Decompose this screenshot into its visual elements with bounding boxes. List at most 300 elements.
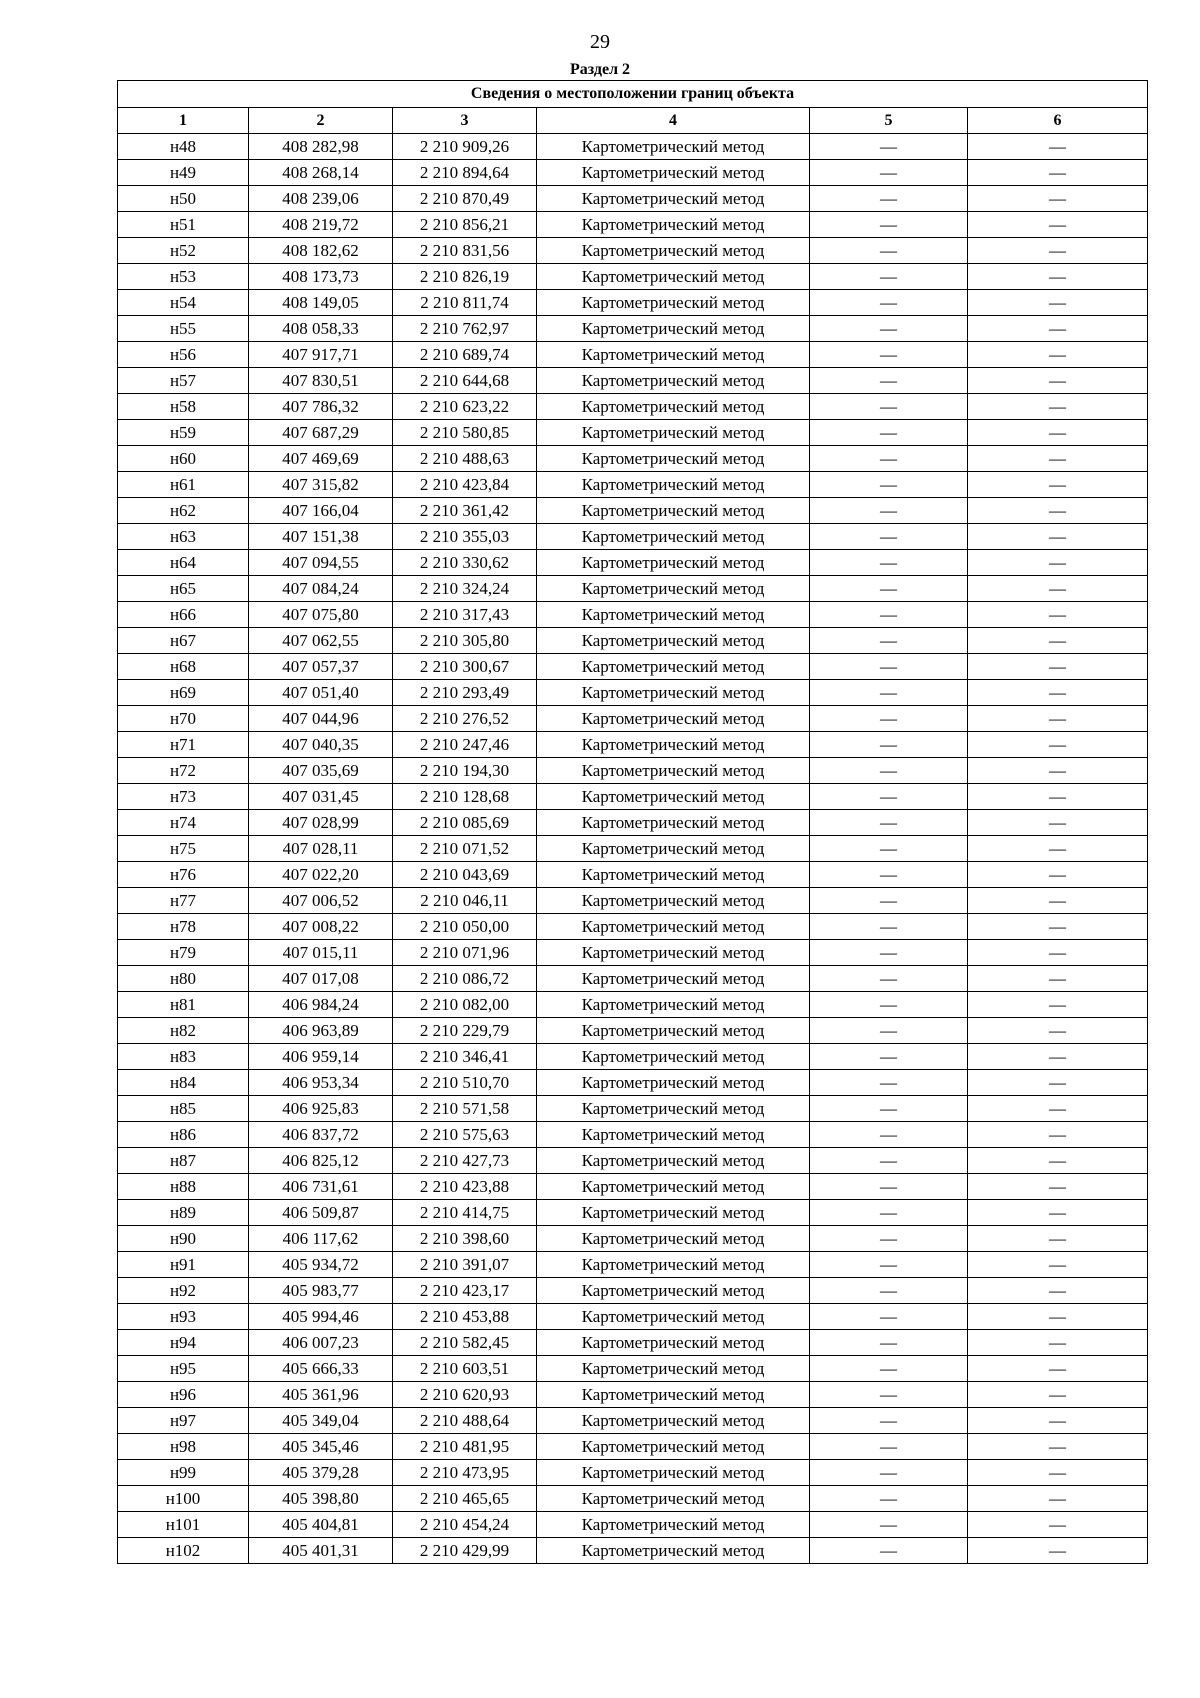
accuracy-cell: — [810, 784, 968, 810]
point-name-cell: н79 [118, 940, 249, 966]
description-cell: — [968, 1226, 1148, 1252]
accuracy-cell: — [810, 160, 968, 186]
description-cell: — [968, 420, 1148, 446]
column-number: 4 [537, 108, 810, 134]
point-name-cell: н64 [118, 550, 249, 576]
description-cell: — [968, 1512, 1148, 1538]
accuracy-cell: — [810, 134, 968, 160]
accuracy-cell: — [810, 498, 968, 524]
coordinate-x-cell: 407 044,96 [249, 706, 393, 732]
table-row [118, 1356, 1148, 1382]
accuracy-cell: — [810, 1434, 968, 1460]
coordinate-x-cell: 407 022,20 [249, 862, 393, 888]
method-cell: Картометрический метод [537, 732, 810, 758]
point-name-cell: н90 [118, 1226, 249, 1252]
description-cell: — [968, 1148, 1148, 1174]
coordinate-y-cell: 2 210 082,00 [393, 992, 537, 1018]
accuracy-cell: — [810, 1096, 968, 1122]
accuracy-cell: — [810, 342, 968, 368]
description-cell: — [968, 316, 1148, 342]
coordinate-y-cell: 2 210 414,75 [393, 1200, 537, 1226]
coordinate-y-cell: 2 210 473,95 [393, 1460, 537, 1486]
coordinate-y-cell: 2 210 689,74 [393, 342, 537, 368]
description-cell: — [968, 238, 1148, 264]
coordinate-x-cell: 406 509,87 [249, 1200, 393, 1226]
coordinate-x-cell: 407 075,80 [249, 602, 393, 628]
table-row [118, 394, 1148, 420]
accuracy-cell: — [810, 212, 968, 238]
method-cell: Картометрический метод [537, 1356, 810, 1382]
accuracy-cell: — [810, 1382, 968, 1408]
description-cell: — [968, 966, 1148, 992]
coordinate-x-cell: 407 017,08 [249, 966, 393, 992]
method-cell: Картометрический метод [537, 862, 810, 888]
coordinate-x-cell: 407 084,24 [249, 576, 393, 602]
table-row [118, 784, 1148, 810]
coordinate-y-cell: 2 210 423,17 [393, 1278, 537, 1304]
point-name-cell: н101 [118, 1512, 249, 1538]
coordinate-y-cell: 2 210 247,46 [393, 732, 537, 758]
method-cell: Картометрический метод [537, 758, 810, 784]
description-cell: — [968, 940, 1148, 966]
table-row [118, 810, 1148, 836]
method-cell: Картометрический метод [537, 654, 810, 680]
point-name-cell: н62 [118, 498, 249, 524]
table-row [118, 1278, 1148, 1304]
coordinate-y-cell: 2 210 423,88 [393, 1174, 537, 1200]
accuracy-cell: — [810, 1018, 968, 1044]
description-cell: — [968, 1200, 1148, 1226]
method-cell: Картометрический метод [537, 238, 810, 264]
point-name-cell: н65 [118, 576, 249, 602]
accuracy-cell: — [810, 810, 968, 836]
method-cell: Картометрический метод [537, 1148, 810, 1174]
description-cell: — [968, 1434, 1148, 1460]
accuracy-cell: — [810, 368, 968, 394]
coordinate-y-cell: 2 210 582,45 [393, 1330, 537, 1356]
coordinate-x-cell: 405 404,81 [249, 1512, 393, 1538]
table-row [118, 1174, 1148, 1200]
description-cell: — [968, 836, 1148, 862]
accuracy-cell: — [810, 446, 968, 472]
point-name-cell: н102 [118, 1538, 249, 1564]
method-cell: Картометрический метод [537, 498, 810, 524]
point-name-cell: н70 [118, 706, 249, 732]
point-name-cell: н98 [118, 1434, 249, 1460]
accuracy-cell: — [810, 758, 968, 784]
coordinate-x-cell: 406 007,23 [249, 1330, 393, 1356]
coordinate-x-cell: 406 837,72 [249, 1122, 393, 1148]
table-row [118, 966, 1148, 992]
accuracy-cell: — [810, 706, 968, 732]
table-row [118, 1148, 1148, 1174]
point-name-cell: н66 [118, 602, 249, 628]
accuracy-cell: — [810, 1174, 968, 1200]
coordinate-y-cell: 2 210 398,60 [393, 1226, 537, 1252]
method-cell: Картометрический метод [537, 316, 810, 342]
description-cell: — [968, 1486, 1148, 1512]
coordinate-x-cell: 407 151,38 [249, 524, 393, 550]
method-cell: Картометрический метод [537, 1278, 810, 1304]
coordinate-y-cell: 2 210 454,24 [393, 1512, 537, 1538]
method-cell: Картометрический метод [537, 1200, 810, 1226]
point-name-cell: н49 [118, 160, 249, 186]
description-cell: — [968, 1460, 1148, 1486]
coordinate-y-cell: 2 210 293,49 [393, 680, 537, 706]
table-row [118, 1070, 1148, 1096]
coordinate-x-cell: 405 398,80 [249, 1486, 393, 1512]
coordinate-x-cell: 405 401,31 [249, 1538, 393, 1564]
point-name-cell: н75 [118, 836, 249, 862]
description-cell: — [968, 1356, 1148, 1382]
point-name-cell: н99 [118, 1460, 249, 1486]
table-row [118, 420, 1148, 446]
coordinate-y-cell: 2 210 575,63 [393, 1122, 537, 1148]
description-cell: — [968, 862, 1148, 888]
coordinate-x-cell: 405 379,28 [249, 1460, 393, 1486]
table-row [118, 446, 1148, 472]
table-row [118, 836, 1148, 862]
point-name-cell: н94 [118, 1330, 249, 1356]
method-cell: Картометрический метод [537, 1226, 810, 1252]
coordinate-y-cell: 2 210 128,68 [393, 784, 537, 810]
coordinate-y-cell: 2 210 429,99 [393, 1538, 537, 1564]
coordinate-x-cell: 407 008,22 [249, 914, 393, 940]
description-cell: — [968, 888, 1148, 914]
description-cell: — [968, 784, 1148, 810]
coordinate-x-cell: 407 830,51 [249, 368, 393, 394]
table-row [118, 628, 1148, 654]
table-row [118, 316, 1148, 342]
description-cell: — [968, 1408, 1148, 1434]
accuracy-cell: — [810, 1148, 968, 1174]
point-name-cell: н82 [118, 1018, 249, 1044]
method-cell: Картометрический метод [537, 1122, 810, 1148]
table-row [118, 1330, 1148, 1356]
column-number: 6 [968, 108, 1148, 134]
point-name-cell: н71 [118, 732, 249, 758]
point-name-cell: н60 [118, 446, 249, 472]
table-row [118, 472, 1148, 498]
accuracy-cell: — [810, 602, 968, 628]
table-row [118, 498, 1148, 524]
coordinate-y-cell: 2 210 046,11 [393, 888, 537, 914]
coordinate-x-cell: 407 051,40 [249, 680, 393, 706]
method-cell: Картометрический метод [537, 472, 810, 498]
coordinate-x-cell: 408 149,05 [249, 290, 393, 316]
table-row [118, 524, 1148, 550]
method-cell: Картометрический метод [537, 1252, 810, 1278]
coordinate-y-cell: 2 210 894,64 [393, 160, 537, 186]
coordinate-y-cell: 2 210 623,22 [393, 394, 537, 420]
coordinate-y-cell: 2 210 050,00 [393, 914, 537, 940]
coordinate-y-cell: 2 210 229,79 [393, 1018, 537, 1044]
coordinate-x-cell: 407 094,55 [249, 550, 393, 576]
description-cell: — [968, 1122, 1148, 1148]
point-name-cell: н52 [118, 238, 249, 264]
point-name-cell: н63 [118, 524, 249, 550]
point-name-cell: н67 [118, 628, 249, 654]
page-number: 29 [590, 31, 610, 53]
method-cell: Картометрический метод [537, 784, 810, 810]
coordinate-x-cell: 407 015,11 [249, 940, 393, 966]
method-cell: Картометрический метод [537, 810, 810, 836]
coordinate-x-cell: 407 031,45 [249, 784, 393, 810]
coordinate-y-cell: 2 210 071,96 [393, 940, 537, 966]
coordinate-y-cell: 2 210 324,24 [393, 576, 537, 602]
method-cell: Картометрический метод [537, 628, 810, 654]
point-name-cell: н56 [118, 342, 249, 368]
accuracy-cell: — [810, 862, 968, 888]
description-cell: — [968, 1044, 1148, 1070]
coordinate-x-cell: 406 731,61 [249, 1174, 393, 1200]
table-row [118, 1434, 1148, 1460]
point-name-cell: н57 [118, 368, 249, 394]
description-cell: — [968, 654, 1148, 680]
point-name-cell: н73 [118, 784, 249, 810]
coordinate-x-cell: 406 984,24 [249, 992, 393, 1018]
coordinate-x-cell: 408 219,72 [249, 212, 393, 238]
table-row [118, 550, 1148, 576]
coordinate-y-cell: 2 210 510,70 [393, 1070, 537, 1096]
accuracy-cell: — [810, 1512, 968, 1538]
accuracy-cell: — [810, 290, 968, 316]
description-cell: — [968, 1278, 1148, 1304]
point-name-cell: н93 [118, 1304, 249, 1330]
accuracy-cell: — [810, 1044, 968, 1070]
point-name-cell: н91 [118, 1252, 249, 1278]
point-name-cell: н78 [118, 914, 249, 940]
method-cell: Картометрический метод [537, 1434, 810, 1460]
coordinate-y-cell: 2 210 488,64 [393, 1408, 537, 1434]
coordinate-x-cell: 407 786,32 [249, 394, 393, 420]
coordinate-y-cell: 2 210 811,74 [393, 290, 537, 316]
table-row [118, 680, 1148, 706]
boundary-coordinates-table [117, 80, 1148, 1564]
description-cell: — [968, 524, 1148, 550]
method-cell: Картометрический метод [537, 290, 810, 316]
coordinate-y-cell: 2 210 856,21 [393, 212, 537, 238]
table-row [118, 290, 1148, 316]
description-cell: — [968, 732, 1148, 758]
method-cell: Картометрический метод [537, 160, 810, 186]
coordinate-x-cell: 407 028,11 [249, 836, 393, 862]
accuracy-cell: — [810, 316, 968, 342]
table-row [118, 1226, 1148, 1252]
point-name-cell: н77 [118, 888, 249, 914]
coordinate-x-cell: 407 917,71 [249, 342, 393, 368]
coordinate-x-cell: 408 182,62 [249, 238, 393, 264]
coordinate-x-cell: 405 345,46 [249, 1434, 393, 1460]
coordinate-y-cell: 2 210 071,52 [393, 836, 537, 862]
method-cell: Картометрический метод [537, 1486, 810, 1512]
method-cell: Картометрический метод [537, 1330, 810, 1356]
table-body [118, 134, 1148, 1564]
coordinate-y-cell: 2 210 276,52 [393, 706, 537, 732]
coordinate-x-cell: 407 035,69 [249, 758, 393, 784]
point-name-cell: н68 [118, 654, 249, 680]
coordinate-x-cell: 406 825,12 [249, 1148, 393, 1174]
method-cell: Картометрический метод [537, 420, 810, 446]
method-cell: Картометрический метод [537, 888, 810, 914]
description-cell: — [968, 1174, 1148, 1200]
coordinate-x-cell: 407 687,29 [249, 420, 393, 446]
method-cell: Картометрический метод [537, 446, 810, 472]
coordinate-x-cell: 405 361,96 [249, 1382, 393, 1408]
point-name-cell: н59 [118, 420, 249, 446]
method-cell: Картометрический метод [537, 1096, 810, 1122]
accuracy-cell: — [810, 914, 968, 940]
accuracy-cell: — [810, 628, 968, 654]
coordinate-x-cell: 407 006,52 [249, 888, 393, 914]
method-cell: Картометрический метод [537, 680, 810, 706]
accuracy-cell: — [810, 550, 968, 576]
method-cell: Картометрический метод [537, 550, 810, 576]
description-cell: — [968, 290, 1148, 316]
point-name-cell: н53 [118, 264, 249, 290]
accuracy-cell: — [810, 394, 968, 420]
table-row [118, 1486, 1148, 1512]
point-name-cell: н61 [118, 472, 249, 498]
coordinate-y-cell: 2 210 481,95 [393, 1434, 537, 1460]
description-cell: — [968, 1330, 1148, 1356]
table-row [118, 1460, 1148, 1486]
table-row [118, 160, 1148, 186]
table-row [118, 862, 1148, 888]
coordinate-x-cell: 408 058,33 [249, 316, 393, 342]
coordinate-y-cell: 2 210 391,07 [393, 1252, 537, 1278]
coordinate-y-cell: 2 210 603,51 [393, 1356, 537, 1382]
coordinate-x-cell: 408 173,73 [249, 264, 393, 290]
point-name-cell: н81 [118, 992, 249, 1018]
coordinate-x-cell: 405 934,72 [249, 1252, 393, 1278]
method-cell: Картометрический метод [537, 576, 810, 602]
column-number: 2 [249, 108, 393, 134]
description-cell: — [968, 1252, 1148, 1278]
table-row [118, 888, 1148, 914]
description-cell: — [968, 1538, 1148, 1564]
table-row [118, 1122, 1148, 1148]
point-name-cell: н88 [118, 1174, 249, 1200]
column-number: 5 [810, 108, 968, 134]
column-number-row [118, 108, 1148, 134]
coordinate-y-cell: 2 210 194,30 [393, 758, 537, 784]
accuracy-cell: — [810, 1330, 968, 1356]
description-cell: — [968, 264, 1148, 290]
accuracy-cell: — [810, 238, 968, 264]
description-cell: — [968, 914, 1148, 940]
description-cell: — [968, 368, 1148, 394]
accuracy-cell: — [810, 1408, 968, 1434]
point-name-cell: н100 [118, 1486, 249, 1512]
point-name-cell: н54 [118, 290, 249, 316]
column-number: 1 [118, 108, 249, 134]
point-name-cell: н80 [118, 966, 249, 992]
description-cell: — [968, 628, 1148, 654]
table-row [118, 1096, 1148, 1122]
table-row [118, 732, 1148, 758]
coordinate-x-cell: 407 028,99 [249, 810, 393, 836]
point-name-cell: н89 [118, 1200, 249, 1226]
accuracy-cell: — [810, 1486, 968, 1512]
coordinate-y-cell: 2 210 085,69 [393, 810, 537, 836]
coordinate-y-cell: 2 210 355,03 [393, 524, 537, 550]
coordinate-y-cell: 2 210 831,56 [393, 238, 537, 264]
table-row [118, 1252, 1148, 1278]
accuracy-cell: — [810, 1226, 968, 1252]
method-cell: Картометрический метод [537, 1408, 810, 1434]
coordinate-y-cell: 2 210 488,63 [393, 446, 537, 472]
table-caption: Сведения о местоположении границ объекта [118, 81, 1148, 108]
table-row [118, 914, 1148, 940]
coordinate-y-cell: 2 210 086,72 [393, 966, 537, 992]
section-title: Раздел 2 [569, 61, 631, 78]
method-cell: Картометрический метод [537, 524, 810, 550]
accuracy-cell: — [810, 1200, 968, 1226]
table-row [118, 1304, 1148, 1330]
table-row [118, 342, 1148, 368]
method-cell: Картометрический метод [537, 368, 810, 394]
method-cell: Картометрический метод [537, 1460, 810, 1486]
description-cell: — [968, 680, 1148, 706]
coordinate-x-cell: 405 983,77 [249, 1278, 393, 1304]
coordinate-y-cell: 2 210 330,62 [393, 550, 537, 576]
accuracy-cell: — [810, 1252, 968, 1278]
table-row [118, 706, 1148, 732]
description-cell: — [968, 758, 1148, 784]
coordinate-y-cell: 2 210 300,67 [393, 654, 537, 680]
coordinate-y-cell: 2 210 571,58 [393, 1096, 537, 1122]
method-cell: Картометрический метод [537, 1044, 810, 1070]
accuracy-cell: — [810, 1538, 968, 1564]
table-row [118, 368, 1148, 394]
coordinate-x-cell: 407 469,69 [249, 446, 393, 472]
point-name-cell: н69 [118, 680, 249, 706]
accuracy-cell: — [810, 576, 968, 602]
coordinate-x-cell: 407 057,37 [249, 654, 393, 680]
coordinate-x-cell: 407 062,55 [249, 628, 393, 654]
description-cell: — [968, 1096, 1148, 1122]
method-cell: Картометрический метод [537, 342, 810, 368]
coordinate-y-cell: 2 210 826,19 [393, 264, 537, 290]
description-cell: — [968, 1382, 1148, 1408]
coordinate-y-cell: 2 210 465,65 [393, 1486, 537, 1512]
description-cell: — [968, 446, 1148, 472]
method-cell: Картометрический метод [537, 836, 810, 862]
accuracy-cell: — [810, 264, 968, 290]
method-cell: Картометрический метод [537, 1174, 810, 1200]
table-row [118, 212, 1148, 238]
point-name-cell: н95 [118, 1356, 249, 1382]
description-cell: — [968, 602, 1148, 628]
method-cell: Картометрический метод [537, 966, 810, 992]
method-cell: Картометрический метод [537, 914, 810, 940]
coordinate-y-cell: 2 210 346,41 [393, 1044, 537, 1070]
coordinate-y-cell: 2 210 453,88 [393, 1304, 537, 1330]
table-row [118, 654, 1148, 680]
accuracy-cell: — [810, 472, 968, 498]
coordinate-x-cell: 406 925,83 [249, 1096, 393, 1122]
description-cell: — [968, 1304, 1148, 1330]
table-row [118, 940, 1148, 966]
accuracy-cell: — [810, 992, 968, 1018]
table-row [118, 1382, 1148, 1408]
coordinate-y-cell: 2 210 427,73 [393, 1148, 537, 1174]
coordinate-x-cell: 408 268,14 [249, 160, 393, 186]
method-cell: Картометрический метод [537, 264, 810, 290]
point-name-cell: н97 [118, 1408, 249, 1434]
coordinate-y-cell: 2 210 909,26 [393, 134, 537, 160]
